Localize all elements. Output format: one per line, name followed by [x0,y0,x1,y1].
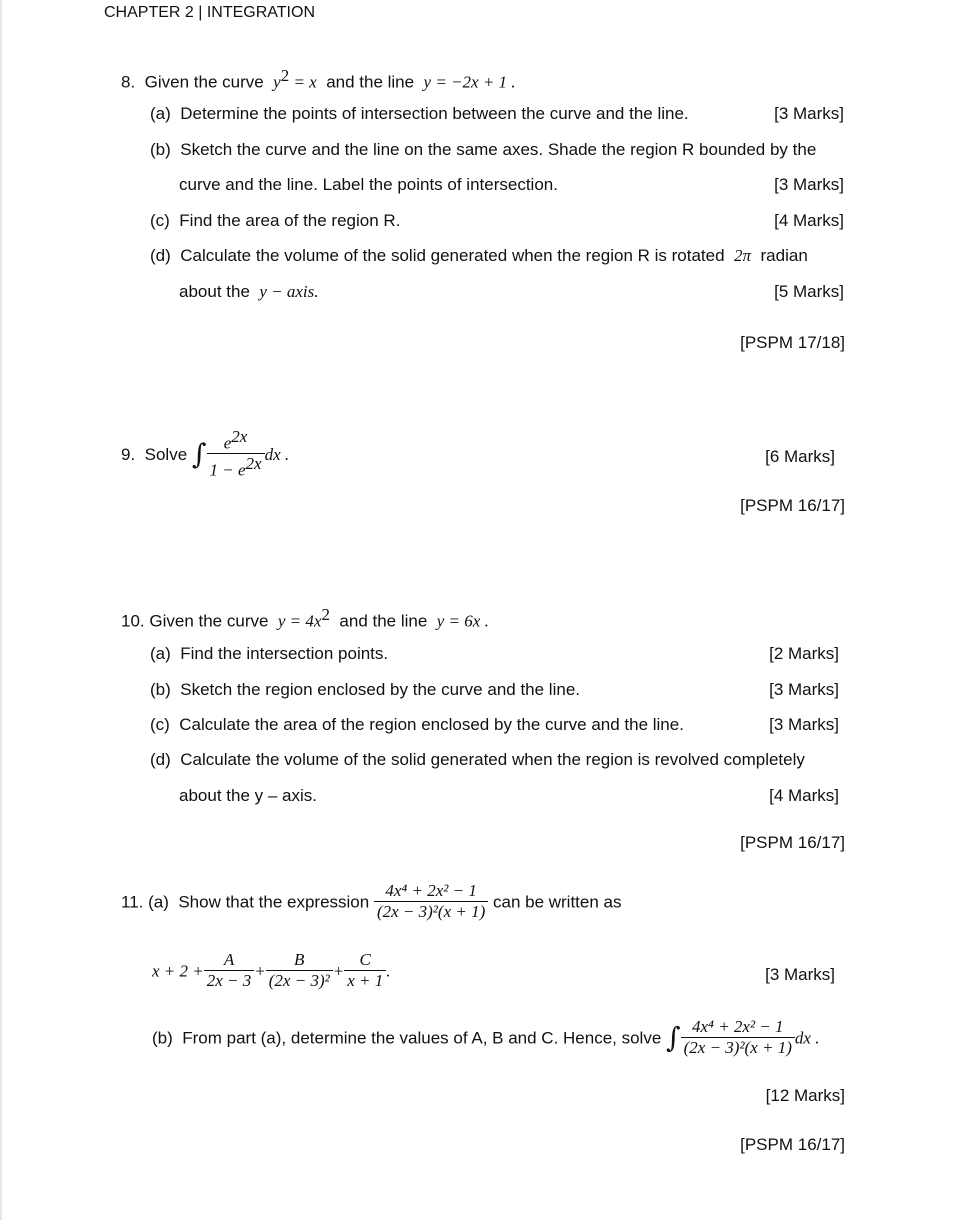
q11a-expression-num: 4x⁴ + 2x² − 1 [374,882,488,902]
q8-curve-rest: = x [289,72,317,92]
q8-line-expr: y = −2x + 1 . [423,72,516,92]
pf-B-num: B [266,951,333,971]
pf-C [344,951,386,991]
q10-curve-expr: y = 4x [277,611,322,631]
pf-A-den: 2x − 3 [206,970,252,990]
q10c-label: (c) [150,715,170,734]
q10b-marks: [3 Marks] [769,680,839,699]
q8a-text: Determine the points of intersection between the curve and the line. [180,104,689,123]
q10d-text-line2: about the y – axis. [179,786,317,805]
q11b-integral-sign: ∫ [666,1021,681,1055]
q9-solve: Solve [144,445,188,465]
q11a-expression-den: (2x − 3)²(x + 1) [376,901,486,921]
q11b-label: (b) [152,1028,173,1048]
q11a-expression [374,882,488,922]
q9-marks: [6 Marks] [765,447,835,466]
q11a-marks: [3 Marks] [765,965,835,984]
pf-A-num: A [204,951,255,971]
q8d-text-line1b: radian [760,246,808,265]
q8d-label: (d) [150,246,171,265]
q8-curve-y: y [273,72,281,92]
q10b-label: (b) [150,680,171,699]
chapter-header: CHAPTER 2 | INTEGRATION [104,4,315,21]
q8d-text-line2: about the [179,282,250,301]
q11a-text: Show that the expression [178,892,370,912]
q8c-marks: [4 Marks] [774,211,844,230]
q8d-text-line1a: Calculate the volume of the solid generated when the region R is rotated [180,246,725,265]
q8a-label: (a) [150,104,171,123]
q10-curve-sup: 2 [321,605,330,624]
q10b-text: Sketch the region enclosed by the curve and the line. [180,680,580,699]
q11b-integrand [681,1018,795,1058]
q8b-marks: [3 Marks] [774,175,844,194]
pf-plus-2: + [332,961,345,981]
q8c-text: Find the area of the region R. [179,211,401,230]
q9-num-base: e [223,433,232,453]
q8-number: 8. [121,72,136,92]
pf-B [266,951,333,991]
pf-lead: x + 2 + [152,961,204,981]
page-edge [0,0,2,1220]
q8b-label: (b) [150,140,171,159]
q10-stem-b: and the line [339,611,428,631]
q8b-text-line2: curve and the line. Label the points of intersection. [179,175,558,194]
q8-curve-sup: 2 [280,66,290,85]
q11a-partial-fractions [152,951,390,991]
pf-B-den: (2x − 3)² [268,970,330,990]
q9-dx: dx . [264,445,290,465]
q11a-text2: can be written as [492,892,622,912]
q10-number: 10. [121,611,145,631]
q11b-text: From part (a), determine the values of A, B and C. Hence, solve [182,1028,662,1048]
q8d-y-axis: y − axis. [259,282,319,301]
q8-stem-b: and the line [326,72,415,92]
q8c-label: (c) [150,211,170,230]
q8b-text-line1: Sketch the curve and the line on the same axes. Shade the region R bounded by the [180,140,817,159]
pf-A [204,951,255,991]
q11b-marks: [12 Marks] [765,1086,845,1105]
q10-stem-a: Given the curve [149,611,269,631]
pf-C-num: C [344,951,386,971]
q8a-marks: [3 Marks] [774,104,844,123]
q10-source: [PSPM 16/17] [740,833,845,852]
q10a-text: Find the intersection points. [180,644,389,663]
q9-den-sup: 2x [245,454,262,474]
q9-num-sup: 2x [231,427,248,446]
q10d-marks: [4 Marks] [769,786,839,805]
q11b-dx: dx . [794,1028,820,1048]
pf-plus-1: + [254,961,266,981]
q10d-label: (d) [150,750,171,769]
q9-den-prefix: 1 − e [209,461,246,480]
q10a-label: (a) [150,644,171,663]
q9-source: [PSPM 16/17] [740,496,845,515]
q8-stem-a: Given the curve [144,72,264,92]
q11-number: 11. (a) [121,892,169,912]
q8d-two-pi: 2π [734,246,752,265]
pf-end: . [386,961,391,981]
q9-fraction [207,428,265,481]
q10a-marks: [2 Marks] [769,644,839,663]
q10d-text-line1: Calculate the volume of the solid generated when the region is revolved completely [180,750,805,769]
q8-source: [PSPM 17/18] [740,333,845,352]
q9-number: 9. [121,445,136,465]
q11b-den: (2x − 3)²(x + 1) [683,1037,792,1057]
pf-C-den: x + 1 [347,970,384,990]
q11b-num: 4x⁴ + 2x² − 1 [681,1018,795,1038]
q9-integral-sign: ∫ [191,437,207,471]
q10c-text: Calculate the area of the region enclosed by the curve and the line. [179,715,684,734]
q10c-marks: [3 Marks] [769,715,839,734]
q11-source: [PSPM 16/17] [740,1135,845,1154]
q8d-marks: [5 Marks] [774,282,844,301]
q10-line-expr: y = 6x . [436,611,489,631]
